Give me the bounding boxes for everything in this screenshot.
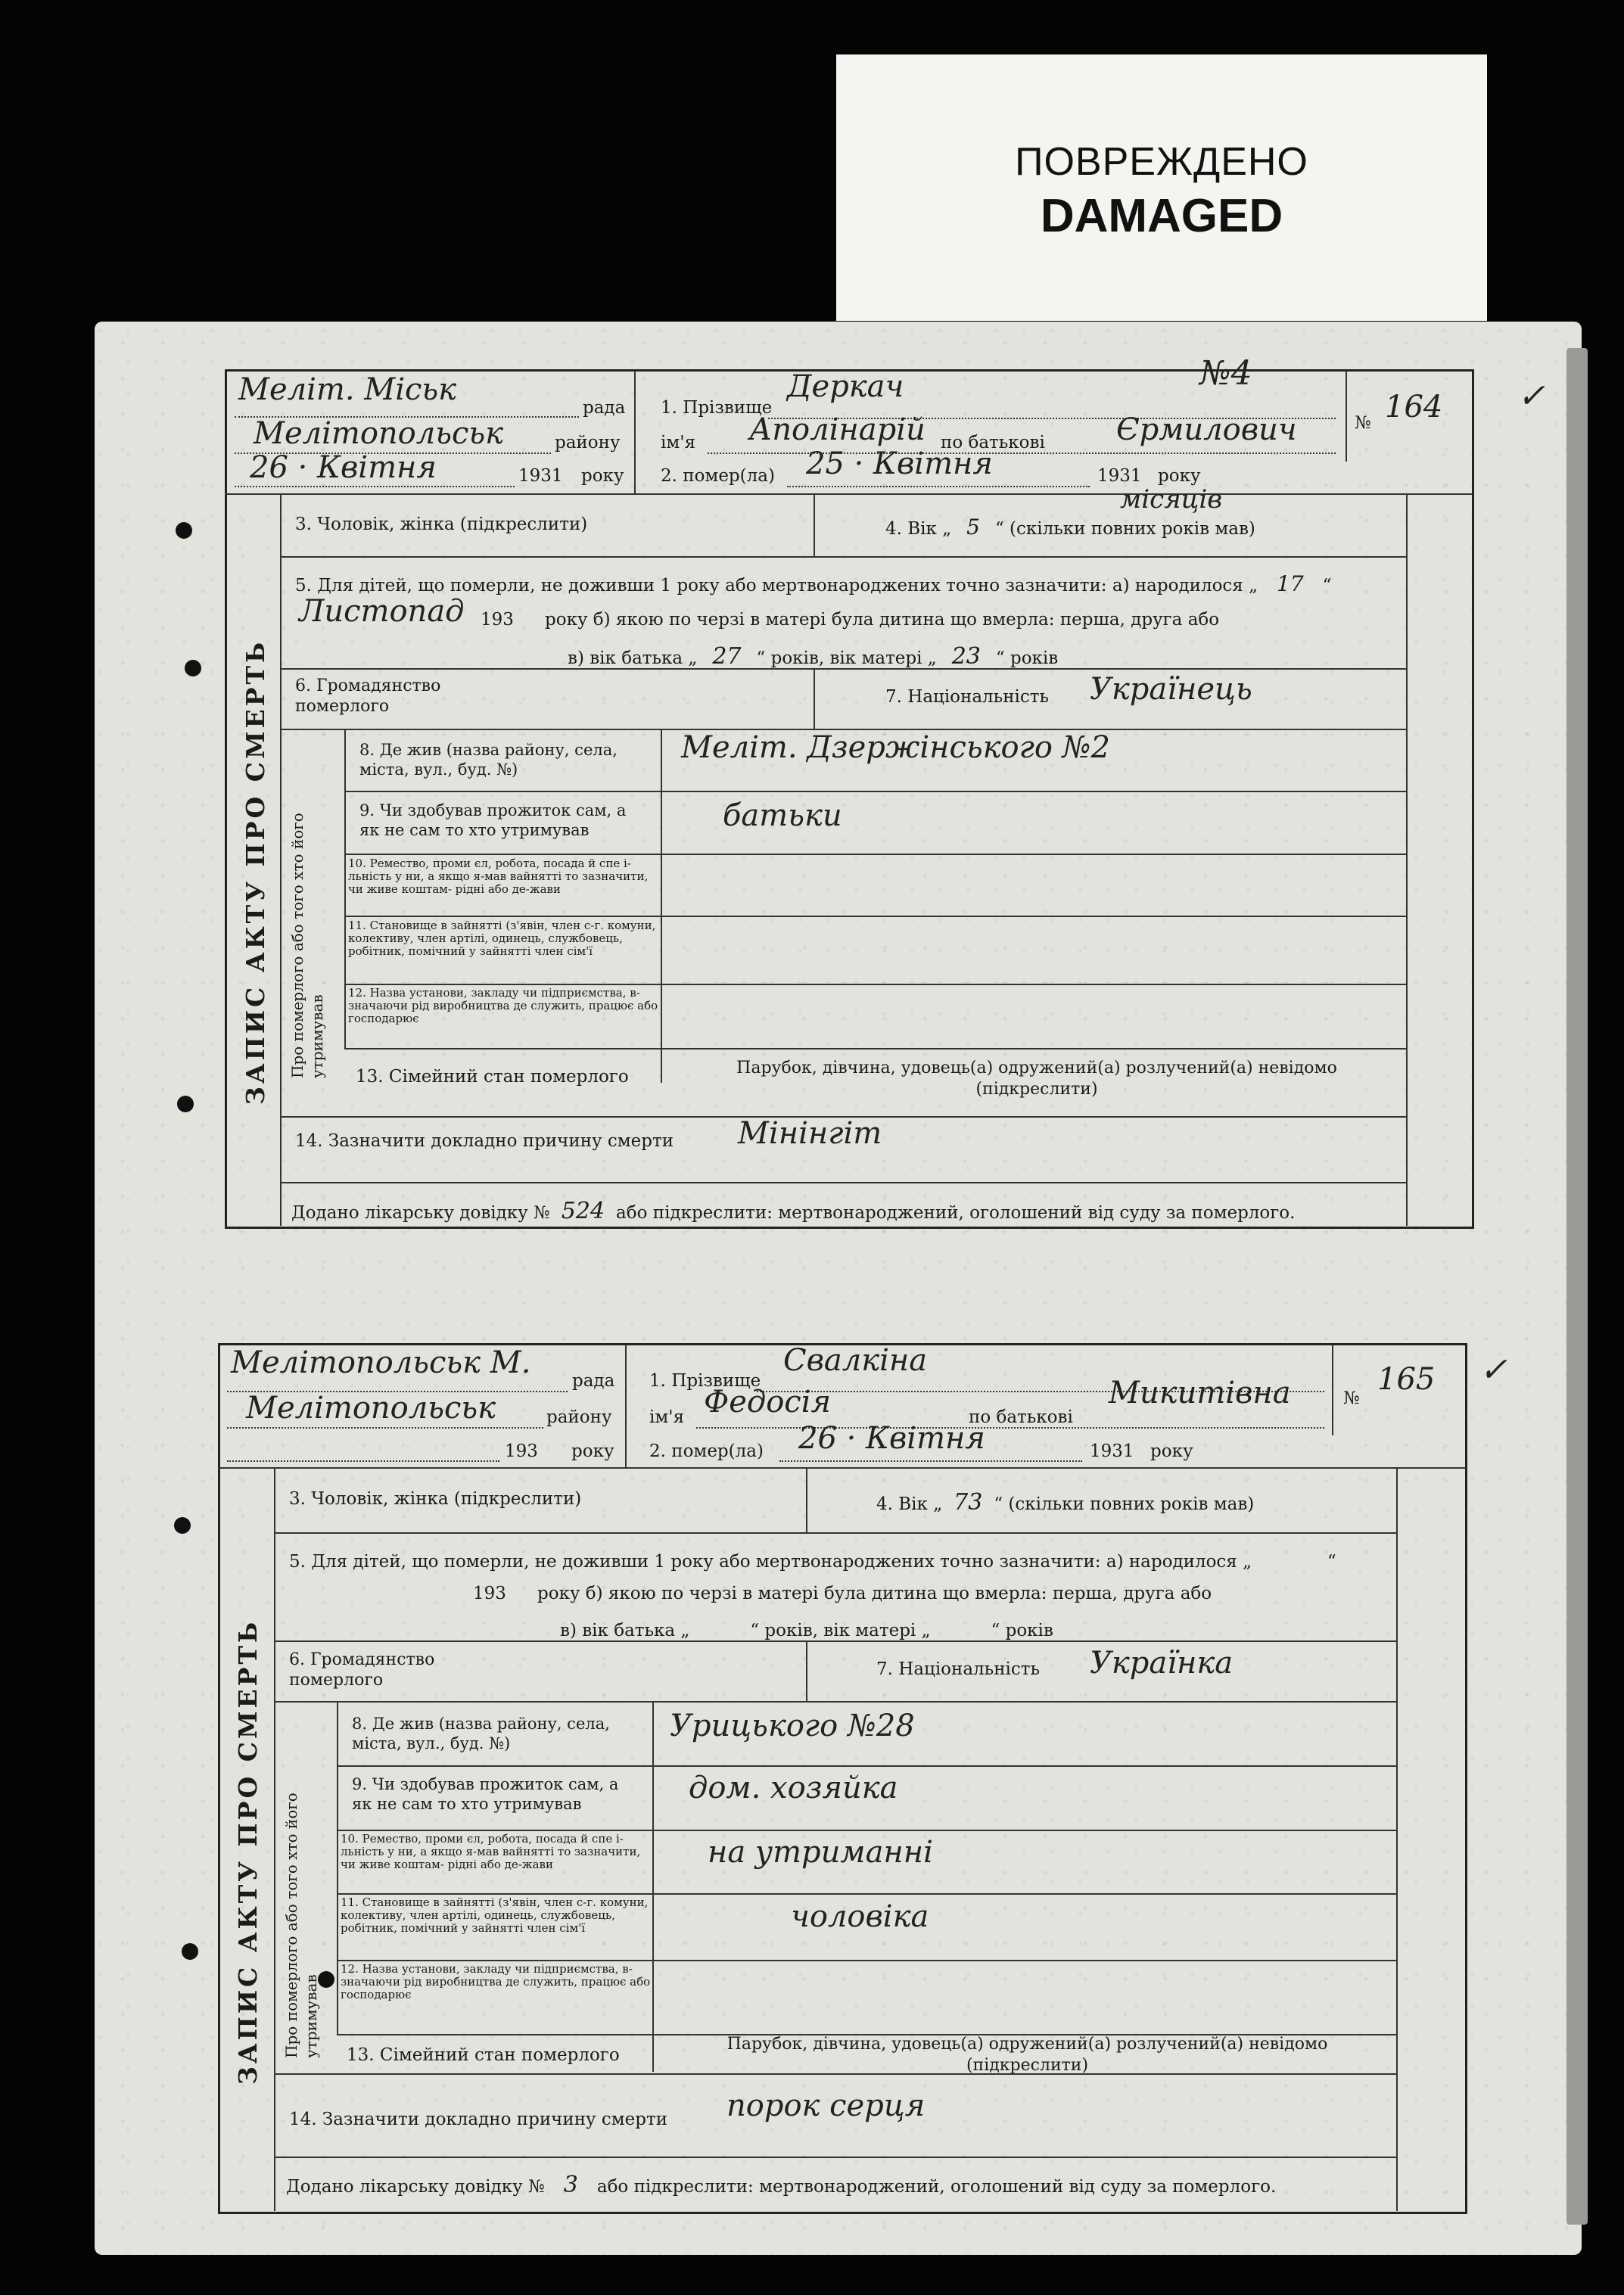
name-value: Аполінарій xyxy=(749,412,926,447)
patronymic-value: Єрмилович xyxy=(1116,412,1297,447)
patronymic-label: по батькові xyxy=(969,1407,1073,1427)
institution-label: 12. Назва установи, закладу чи підприємства, в-значаючи рід виробництва де служить, працює або господарює xyxy=(348,986,658,1025)
damaged-stamp-eng: DAMAGED xyxy=(1040,190,1283,242)
death-year-digit: 1 xyxy=(1122,1441,1134,1461)
certificate-label: Додано лікарську довідку № xyxy=(286,2177,545,2197)
rada-label: рада xyxy=(583,398,626,418)
raionu-label: району xyxy=(555,433,621,452)
mother-age-value xyxy=(931,1616,991,1642)
born-day-value: 17 xyxy=(1277,571,1304,596)
number-label: № xyxy=(1355,413,1371,433)
roku-label: року xyxy=(1150,1441,1193,1461)
binding-hole-icon xyxy=(182,1943,198,1960)
patronymic-label: по батькові xyxy=(941,433,1045,452)
vertical-title: ЗАПИС АКТУ ПРО СМЕРТЬ xyxy=(241,639,270,1105)
record-number: 165 xyxy=(1377,1362,1436,1397)
cause-value: порок серця xyxy=(726,2088,926,2123)
patronymic-value: Микитівна xyxy=(1109,1376,1291,1410)
margin-note: №4 xyxy=(1199,354,1252,393)
council-name: Меліт. Міськ xyxy=(238,372,457,407)
vertical-title: ЗАПИС АКТУ ПРО СМЕРТЬ xyxy=(233,1619,263,2085)
sex-label: 3. Чоловік, жінка (підкреслити) xyxy=(295,515,588,534)
residence-value: Урицького №28 xyxy=(670,1709,915,1743)
age-label: 4. Вік „ xyxy=(885,519,952,539)
nationality-value: Українка xyxy=(1090,1646,1234,1681)
sheet-edge xyxy=(1566,348,1588,2225)
cause-label: 14. Зазначити докладно причину смерти xyxy=(295,1131,674,1151)
sex-label: 3. Чоловік, жінка (підкреслити) xyxy=(289,1489,582,1509)
livelihood-value: батьки xyxy=(723,798,842,833)
binding-hole-icon xyxy=(176,522,192,539)
death-date-value: 26 · Квітня xyxy=(798,1421,985,1456)
certificate-number: 3 xyxy=(563,2172,578,2198)
nationality-value: Українець xyxy=(1090,672,1252,707)
name-label: ім'я xyxy=(649,1407,685,1427)
age-unit-value: місяців xyxy=(1120,484,1223,515)
born-month-value: Листопад xyxy=(299,594,465,629)
vertical-subtitle: Про померлого або того хто його утримував xyxy=(288,813,326,1078)
age-value: 5 xyxy=(966,515,980,540)
nationality-label: 7. Національність xyxy=(885,687,1050,707)
cause-label: 14. Зазначити докладно причину смерти xyxy=(289,2110,668,2129)
father-age-label: в) вік батька „ xyxy=(568,648,698,668)
residence-label: 8. Де жив (назва району, села, міста, вул., буд. №) xyxy=(359,741,618,779)
family-status-options: Парубок, дівчина, удовець(а) одружений(а) розлучений(а) невідомо (підкреслити) xyxy=(726,2035,1328,2075)
born-day-value xyxy=(1252,1547,1327,1572)
damaged-stamp-label xyxy=(836,54,1487,321)
mother-age-value: 23 xyxy=(951,643,981,670)
name-value: Федосія xyxy=(704,1385,831,1420)
status-value: чоловіка xyxy=(791,1899,929,1934)
institution-label: 12. Назва установи, закладу чи підприємства, в-значаючи рід виробництва де служить, працює або господарює xyxy=(341,1962,651,2001)
registration-date: 26 · Квітня xyxy=(250,450,437,485)
citizenship-label: 6. Громадянство померлого xyxy=(289,1650,435,1690)
registration-year-digit: 1 xyxy=(551,466,563,486)
livelihood-label: 9. Чи здобував прожиток сам, а як не сам то хто утримував xyxy=(359,801,627,839)
status-label: 11. Становище в зайнятті (з'явін, член с-г. комуни, колективу, член артілі, одинець, службовець, робітник, помічний у зайнятті член сім'ї xyxy=(341,1895,649,1935)
death-year-digit: 1 xyxy=(1130,466,1142,486)
father-age-label: в) вік батька „ xyxy=(560,1621,690,1640)
roku-label: року xyxy=(1158,466,1201,486)
livelihood-label: 9. Чи здобував прожиток сам, а як не сам то хто утримував xyxy=(352,1775,619,1813)
name-label: ім'я xyxy=(661,433,696,452)
binding-hole-icon xyxy=(174,1517,191,1534)
rada-label: рада xyxy=(572,1371,615,1391)
surname-value: Деркач xyxy=(787,369,904,404)
cause-value: Мінінгіт xyxy=(738,1116,882,1151)
mother-age-label: “ років, вік матері „ xyxy=(756,648,937,668)
children-line1: 5. Для дітей, що померли, не доживши 1 року або мертвонароджених точно зазначити: а) народилося „ xyxy=(289,1552,1252,1572)
citizenship-label: 6. Громадянство померлого xyxy=(295,676,441,716)
roku-label: року xyxy=(571,1441,614,1461)
binding-hole-icon xyxy=(177,1096,194,1112)
children-line2: року б) якою по черзі в матері була дитина що вмерла: перша, друга або xyxy=(545,610,1220,630)
status-label: 11. Становище в зайнятті (з'явін, член с-г. комуни, колективу, член артілі, одинець, службовець, робітник, помічний у зайнятті член сім'ї xyxy=(348,919,656,958)
age-value: 73 xyxy=(954,1489,983,1516)
residence-label: 8. Де жив (назва району, села, міста, вул., буд. №) xyxy=(352,1715,610,1752)
check-mark-icon: ✓ xyxy=(1517,377,1545,415)
family-status-options: Парубок, дівчина, удовець(а) одружений(а) розлучений(а) невідомо (підкреслити) xyxy=(736,1059,1337,1099)
surname-label: 1. Прізвище xyxy=(661,398,773,418)
children-line2: року б) якою по черзі в матері була дитина що вмерла: перша, друга або xyxy=(537,1584,1212,1603)
family-status-label: 13. Сімейний стан померлого xyxy=(347,2045,620,2065)
roku-label: року xyxy=(581,466,624,486)
certificate-label: Додано лікарську довідку № xyxy=(291,1203,550,1223)
district-name: Мелітопольськ xyxy=(246,1391,496,1426)
mother-age-label: “ років, вік матері „ xyxy=(750,1621,931,1640)
livelihood-value: дом. хозяйка xyxy=(689,1771,898,1805)
damaged-stamp-ukr: ПОВРЕЖДЕНО xyxy=(1015,140,1308,184)
death-date-label: 2. помер(ла) xyxy=(661,466,775,486)
vertical-subtitle: Про померлого або того хто його утримував xyxy=(282,1793,320,2058)
children-line1: 5. Для дітей, що померли, не доживши 1 року або мертвонароджених точно зазначити: а) народилося „ xyxy=(295,576,1258,596)
death-date-label: 2. помер(ла) xyxy=(649,1441,764,1461)
occupation-label: 10. Ремество, проми єл, робота, посада й спе і-льність у ни, а якщо я-мав вайнятті то зазначити, чи живе коштам- рідні або де-жави xyxy=(341,1832,641,1871)
father-age-value: 27 xyxy=(712,643,742,670)
number-label: № xyxy=(1343,1389,1360,1408)
surname-value: Свалкіна xyxy=(783,1343,928,1378)
death-date-value: 25 · Квітня xyxy=(806,446,993,481)
binding-hole-icon xyxy=(185,660,201,676)
residence-value: Меліт. Дзержінського №2 xyxy=(681,730,1110,765)
raionu-label: району xyxy=(546,1407,612,1427)
family-status-label: 13. Сімейний стан померлого xyxy=(356,1067,629,1087)
age-label: 4. Вік „ xyxy=(876,1494,943,1514)
surname-label: 1. Прізвище xyxy=(649,1371,761,1391)
certificate-number: 524 xyxy=(561,1198,605,1224)
record-number: 164 xyxy=(1385,390,1443,424)
occupation-label: 10. Ремество, проми єл, робота, посада й спе і-льність у ни, а якщо я-мав вайнятті то зазначити, чи живе коштам- рідні або де-жави xyxy=(348,857,649,896)
nationality-label: 7. Національність xyxy=(876,1659,1041,1679)
district-name: Мелітопольськ xyxy=(254,416,504,451)
check-mark-icon: ✓ xyxy=(1479,1351,1507,1389)
council-name: Мелітопольськ М. xyxy=(231,1345,531,1380)
occupation-value: на утриманні xyxy=(708,1835,933,1870)
father-age-value xyxy=(689,1616,750,1642)
